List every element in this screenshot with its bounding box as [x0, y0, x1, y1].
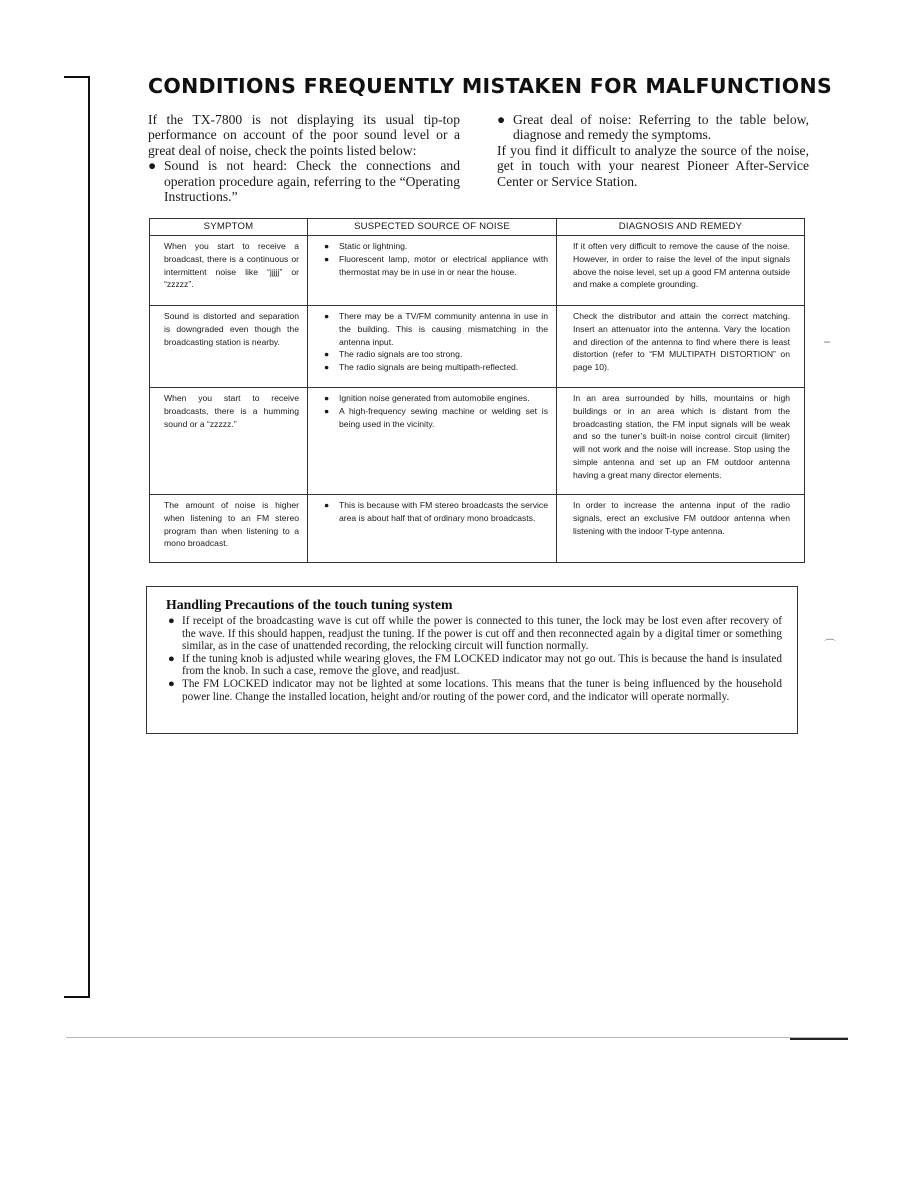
- remedy-cell: [557, 306, 805, 388]
- source-cell: [308, 236, 557, 306]
- table-row: [150, 306, 805, 388]
- source-item: [322, 253, 548, 279]
- bullet-dot: ●: [324, 349, 330, 360]
- source-item: [322, 310, 548, 348]
- source-item: [322, 348, 548, 361]
- bullet-dot: ●: [324, 405, 330, 416]
- bullet-dot: ●: [324, 393, 330, 403]
- page-title: CONDITIONS FREQUENTLY MISTAKEN FOR MALFUNCTIONS: [148, 74, 833, 98]
- source-item-text: There may be a TV/FM community antenna in use in the building. This is causing mismatching in the antenna input.: [339, 311, 548, 347]
- intro-bullet-sound-text: Sound is not heard: Check the connections and operation procedure again, referring to the “Operating Instructions.”: [164, 158, 460, 205]
- bullet-dot: ●: [168, 677, 175, 690]
- source-item-text: A high-frequency sewing machine or welding set is being used in the vicinity.: [339, 405, 548, 429]
- handling-precautions-box: [146, 586, 798, 734]
- remedy-cell: [557, 236, 805, 306]
- source-item-text: The radio signals are being multipath-reflected.: [339, 362, 519, 373]
- intro-paragraph: If the TX-7800 is not displaying its usual tip-top performance on account of the poor sound level or a great deal of noise, check the points listed below:: [148, 112, 460, 158]
- intro-bullet-sound: [148, 158, 460, 204]
- precautions-title: Handling Precautions of the touch tuning system: [166, 597, 453, 612]
- source-cell: [308, 306, 557, 388]
- remedy-text: If it often very difficult to remove the cause of the noise. However, in order to raise the level of the input signals above the noise level, set up a good FM antenna outside and make a complete grounding.: [573, 241, 790, 290]
- intro-closing: If you find it difficult to analyze the source of the noise, get in touch with your nearest Pioneer After-Service Center or Service Station.: [497, 142, 809, 189]
- table-header-row: [150, 219, 805, 236]
- source-item: [322, 405, 548, 431]
- precaution-item: [166, 615, 782, 653]
- source-item-text: Static or lightning.: [339, 241, 408, 251]
- precaution-text: The FM LOCKED indicator may not be lighted at some locations. This means that the tuner is being influenced by the household power line. Change the installed location, height and/or routing of the power cord, and the indicator will operate normally.: [182, 677, 782, 703]
- symptom-text: When you start to receive a broadcast, there is a continuous or intermittent noise like “jjjjj” or “zzzzz”.: [164, 241, 299, 290]
- source-item-text: This is because with FM stereo broadcasts the service area is about half that of ordinary mono broadcasts.: [339, 500, 548, 523]
- scan-mark: ⌒: [824, 638, 837, 652]
- bullet-dot: ●: [168, 615, 175, 627]
- intro-bullet-noise-text: Great deal of noise: Referring to the table below, diagnose and remedy the symptoms.: [513, 112, 809, 143]
- symptom-text: When you start to receive broadcasts, there is a humming sound or a “zzzzz.”: [164, 393, 299, 429]
- remedy-text: In order to increase the antenna input of the radio signals, erect an exclusive FM outdoor antenna when listening with the indoor T-type antenna.: [573, 500, 790, 536]
- symptom-text: Sound is distorted and separation is downgraded even though the broadcasting station is nearby.: [164, 311, 299, 347]
- remedy-cell: [557, 388, 805, 495]
- symptom-cell: [150, 236, 308, 306]
- source-item: [322, 240, 548, 253]
- precaution-text: If receipt of the broadcasting wave is cut off while the power is connected to this tuner, the lock may be lost even after recovery of the wave. If this should happen, readjust the tuning. If the power is cut off and then reconnected again by a digital timer or something similar, as in the case of unattended recording, the relocking circuit will function normally.: [182, 615, 782, 653]
- precaution-item: [166, 678, 782, 703]
- intro-bullet-noise: [497, 112, 809, 143]
- bullet-dot: ●: [168, 652, 175, 665]
- footer-rule-accent: [790, 1038, 848, 1040]
- intro-right-column: [497, 112, 809, 189]
- table-row: [150, 495, 805, 563]
- source-item-text: Ignition noise generated from automobile engines.: [339, 393, 530, 403]
- source-item-text: The radio signals are too strong.: [339, 349, 463, 360]
- bullet-dot: ●: [324, 500, 330, 510]
- noise-diagnosis-table: [149, 218, 805, 563]
- scan-mark: ‾: [824, 340, 830, 354]
- bullet-dot: ●: [324, 362, 330, 373]
- bullet-dot: ●: [324, 241, 330, 251]
- table-row: [150, 388, 805, 495]
- bullet-dot: ●: [324, 311, 330, 321]
- remedy-cell: [557, 495, 805, 563]
- remedy-text: Check the distributor and attain the correct matching. Insert an attenuator into the antenna. Vary the location and direction of the antenna to find where there is least distortion (refer to “FM MULTIPATH DISTORTION” on page 10).: [573, 311, 790, 373]
- remedy-text: In an area surrounded by hills, mountains or high buildings or in an area which is distant from the broadcasting station, the FM input signals will be weak and so the tuner’s built-in noise control circuit (limiter) will not work and the noise will increase. Stop using the simple antenna and set up an FM outdoor antenna having a great many director elements.: [573, 393, 790, 480]
- source-item-text: Fluorescent lamp, motor or electrical appliance with thermostat may be in use in or near the house.: [339, 253, 548, 277]
- bullet-dot: ●: [324, 253, 330, 264]
- source-item: [322, 361, 548, 374]
- footer-rule: [66, 1037, 848, 1038]
- precaution-text: If the tuning knob is adjusted while wearing gloves, the FM LOCKED indicator may not go out. This is because the hand is insulated from the knob. In such a case, remove the glove, and readjust.: [182, 652, 782, 678]
- precaution-item: [166, 653, 782, 678]
- source-cell: [308, 388, 557, 495]
- bullet-dot: ●: [497, 112, 506, 127]
- table-row: [150, 236, 805, 306]
- symptom-cell: [150, 306, 308, 388]
- header-remedy: DIAGNOSIS AND REMEDY: [557, 219, 805, 236]
- intro-left-column: [148, 112, 460, 204]
- symptom-text: The amount of noise is higher when listening to an FM stereo program than when listening to a mono broadcast.: [164, 500, 299, 549]
- source-item: [322, 499, 548, 525]
- symptom-cell: [150, 495, 308, 563]
- symptom-cell: [150, 388, 308, 495]
- margin-bracket: [64, 76, 90, 998]
- header-source: SUSPECTED SOURCE OF NOISE: [308, 219, 557, 236]
- source-cell: [308, 495, 557, 563]
- source-item: [322, 392, 548, 405]
- bullet-dot: ●: [148, 158, 157, 174]
- header-symptom: SYMPTOM: [150, 219, 308, 236]
